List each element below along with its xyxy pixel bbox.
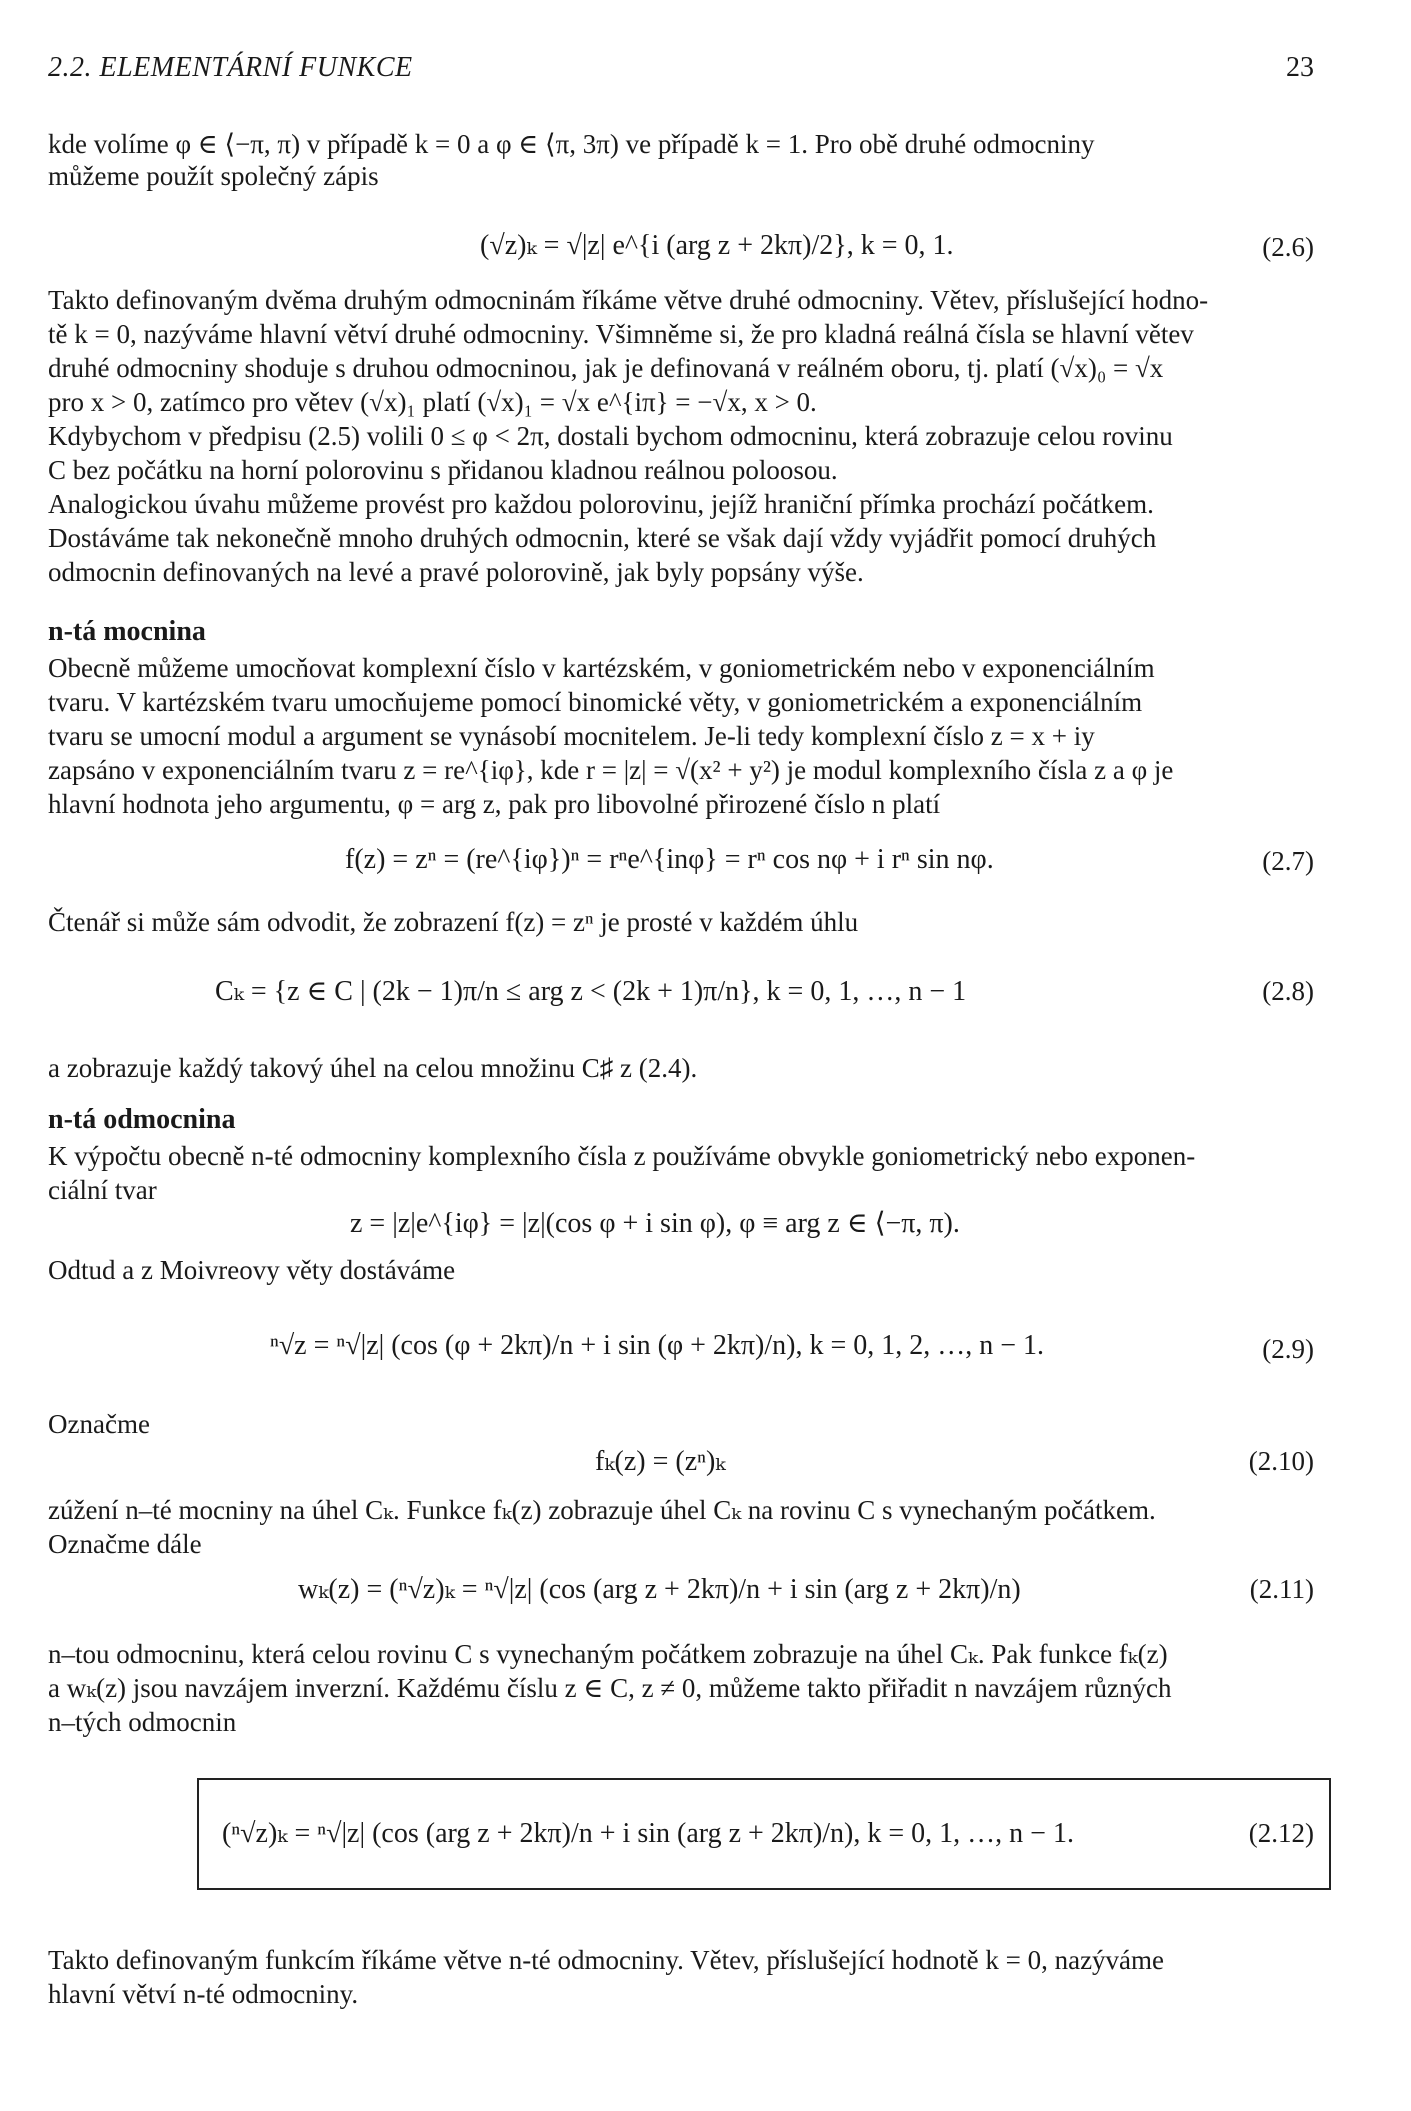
- equation-2-11: wₖ(z) = (ⁿ√z)ₖ = ⁿ√|z| (cos (arg z + 2kπ)/n + i sin (arg z + 2kπ)/n): [298, 1574, 1021, 1605]
- text-line: Označme: [48, 1409, 150, 1439]
- equation-2-10: fₖ(z) = (zⁿ)ₖ: [595, 1446, 726, 1477]
- text-line: Označme dále: [48, 1529, 202, 1559]
- text-line: Čtenář si může sám odvodit, že zobrazení f(z) = zⁿ je prosté v každém úhlu: [48, 907, 859, 937]
- section-heading: n-tá odmocnina: [48, 1104, 236, 1135]
- text-line: Odtud a z Moivreovy věty dostáváme: [48, 1255, 456, 1285]
- text-line: a zobrazuje každý takový úhel na celou množinu C♯ z (2.4).: [48, 1053, 698, 1083]
- text-line: můžeme použít společný zápis: [48, 161, 379, 191]
- text-line: Takto definovaným funkcím říkáme větve n-té odmocniny. Větev, příslušející hodnotě k = 0, nazýváme: [48, 1945, 1165, 1975]
- equation-polar-form: z = |z|e^{iφ} = |z|(cos φ + i sin φ), φ ≡ arg z ∈ ⟨−π, π).: [350, 1208, 960, 1239]
- running-header: 2.2. ELEMENTÁRNÍ FUNKCE: [48, 52, 413, 83]
- equation-number: (2.10): [1248, 1446, 1314, 1476]
- text-line: n–tou odmocninu, která celou rovinu C s vynechaným počátkem zobrazuje na úhel Cₖ. Pak funkce fₖ(z): [48, 1639, 1168, 1669]
- equation-number: (2.9): [1262, 1334, 1314, 1364]
- equation-2-12: (ⁿ√z)ₖ = ⁿ√|z| (cos (arg z + 2kπ)/n + i sin (arg z + 2kπ)/n), k = 0, 1, …, n − 1.: [222, 1818, 1074, 1849]
- text-line: odmocnin definovaných na levé a pravé polorovině, jak byly popsány výše.: [48, 557, 864, 587]
- section-heading: n-tá mocnina: [48, 616, 206, 647]
- text-line: tvaru. V kartézském tvaru umocňujeme pomocí binomické věty, v goniometrickém a exponenciálním: [48, 687, 1143, 717]
- text-line: zúžení n–té mocniny na úhel Cₖ. Funkce fₖ(z) zobrazuje úhel Cₖ na rovinu C s vynechaným počátkem.: [48, 1495, 1156, 1525]
- equation-2-8: Cₖ = {z ∈ C | (2k − 1)π/n ≤ arg z < (2k + 1)π/n}, k = 0, 1, …, n − 1: [215, 976, 967, 1007]
- equation-number: (2.12): [1248, 1818, 1314, 1848]
- equation-2-9: ⁿ√z = ⁿ√|z| (cos (φ + 2kπ)/n + i sin (φ + 2kπ)/n), k = 0, 1, 2, …, n − 1.: [270, 1330, 1045, 1361]
- text-line: n–tých odmocnin: [48, 1707, 237, 1737]
- text-line: hlavní větví n-té odmocniny.: [48, 1979, 359, 2009]
- text-line: hlavní hodnota jeho argumentu, φ = arg z, pak pro libovolné přirozené číslo n platí: [48, 789, 941, 819]
- text-line: tě k = 0, nazýváme hlavní větví druhé odmocniny. Všimněme si, že pro kladná reálná čísla se hlavní větev: [48, 319, 1194, 349]
- text-line: a wₖ(z) jsou navzájem inverzní. Každému číslu z ∈ C, z ≠ 0, můžeme takto přiřadit n navzájem různých: [48, 1673, 1172, 1703]
- text-line: zapsáno v exponenciálním tvaru z = re^{iφ}, kde r = |z| = √(x² + y²) je modul komplexního čísla z a φ je: [48, 755, 1174, 785]
- equation-2-6: (√z)ₖ = √|z| e^{i (arg z + 2kπ)/2}, k = 0, 1.: [480, 230, 954, 261]
- equation-number: (2.11): [1249, 1574, 1314, 1604]
- equation-number: (2.8): [1262, 976, 1314, 1006]
- text-line: Obecně můžeme umocňovat komplexní číslo v kartézském, v goniometrickém nebo v exponenciálním: [48, 653, 1155, 683]
- page-number: 23: [1286, 52, 1314, 83]
- text-line: Dostáváme tak nekonečně mnoho druhých odmocnin, které se však dají vždy vyjádřit pomocí druhých: [48, 523, 1157, 553]
- equation-number: (2.6): [1262, 232, 1314, 262]
- text-line: druhé odmocniny shoduje s druhou odmocninou, jak je definovaná v reálném oboru, tj. platí (√x)₀ = √x: [48, 353, 1164, 383]
- equation-number: (2.7): [1262, 846, 1314, 876]
- text-line: kde volíme φ ∈ ⟨−π, π) v případě k = 0 a φ ∈ ⟨π, 3π) ve případě k = 1. Pro obě druhé odmocniny: [48, 129, 1095, 159]
- text-line: tvaru se umocní modul a argument se vynásobí mocnitelem. Je-li tedy komplexní číslo z = x + iy: [48, 721, 1095, 751]
- text-line: Analogickou úvahu můžeme provést pro každou polorovinu, jejíž hraniční přímka prochází počátkem.: [48, 489, 1154, 519]
- text-line: K výpočtu obecně n-té odmocniny komplexního čísla z používáme obvykle goniometrický nebo exponen-: [48, 1141, 1196, 1171]
- text-line: Kdybychom v předpisu (2.5) volili 0 ≤ φ < 2π, dostali bychom odmocninu, která zobrazuje celou rovinu: [48, 421, 1173, 451]
- text-line: Takto definovaným dvěma druhým odmocninám říkáme větve druhé odmocniny. Větev, příslušející hodno-: [48, 285, 1209, 315]
- text-line: C bez počátku na horní polorovinu s přidanou kladnou reálnou poloosou.: [48, 455, 838, 485]
- text-line: ciální tvar: [48, 1175, 157, 1205]
- text-line: pro x > 0, zatímco pro větev (√x)₁ platí (√x)₁ = √x e^{iπ} = −√x, x > 0.: [48, 387, 817, 417]
- equation-2-7: f(z) = zⁿ = (re^{iφ})ⁿ = rⁿe^{inφ} = rⁿ cos nφ + i rⁿ sin nφ.: [345, 844, 994, 875]
